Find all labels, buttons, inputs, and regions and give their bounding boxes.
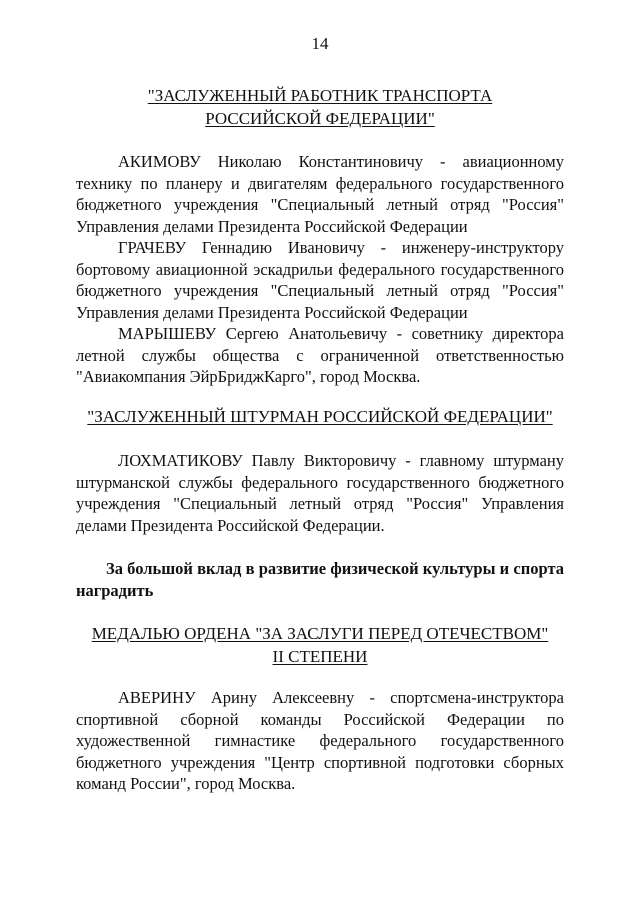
page-number: 14 (311, 34, 329, 53)
section-title-line: "ЗАСЛУЖЕННЫЙ РАБОТНИК ТРАНСПОРТА (147, 86, 493, 105)
section-title-navigator (76, 405, 564, 428)
award-entry: ГРАЧЕВУ Геннадию Ивановичу - инженеру-инструктору бортовому авиационной эскадрильи федерального государственного бюджетного учреждения "Специальный летный отряд "Россия" Управления делами Президента Российской Федерации (76, 238, 564, 322)
award-entry: АВЕРИНУ Арину Алексеевну - спортсмена-инструктора спортивной сборной команды Российской Федерации по художественной гимнастике федерального государственного бюджетного учреждения "Центр спортивной подготовки сборных команд России", город Москва. (76, 688, 564, 793)
section-title-line: "ЗАСЛУЖЕННЫЙ ШТУРМАН РОССИЙСКОЙ ФЕДЕРАЦИИ" (87, 407, 553, 426)
award-entry: ЛОХМАТИКОВУ Павлу Викторовичу - главному штурману штурманской службы федерального государственного бюджетного учреждения "Специальный летный отряд "Россия" Управления делами Президента Российской Федерации. (76, 451, 564, 535)
decree-text: За большой вклад в развитие физической культуры и спорта наградить (76, 559, 564, 600)
section-title-medal (76, 622, 564, 668)
section-title-line: II СТЕПЕНИ (272, 647, 368, 666)
section-title-transport-worker (76, 84, 564, 130)
section-title-line: МЕДАЛЬЮ ОРДЕНА "ЗА ЗАСЛУГИ ПЕРЕД ОТЕЧЕСТВОМ" (91, 624, 549, 643)
section-title-line: РОССИЙСКОЙ ФЕДЕРАЦИИ" (205, 109, 435, 128)
award-entry: МАРЫШЕВУ Сергею Анатольевичу - советнику директора летной службы общества с ограниченной ответственностью "Авиакомпания ЭйрБриджКарго", город Москва. (76, 324, 564, 386)
award-list-medal (76, 687, 564, 795)
award-list-navigator (76, 450, 564, 536)
award-list-transport (76, 151, 564, 388)
award-entry: АКИМОВУ Николаю Константиновичу - авиационному технику по планеру и двигателям федерального государственного бюджетного учреждения "Специальный летный отряд "Россия" Управления делами Президента Российской Федерации (76, 152, 564, 236)
